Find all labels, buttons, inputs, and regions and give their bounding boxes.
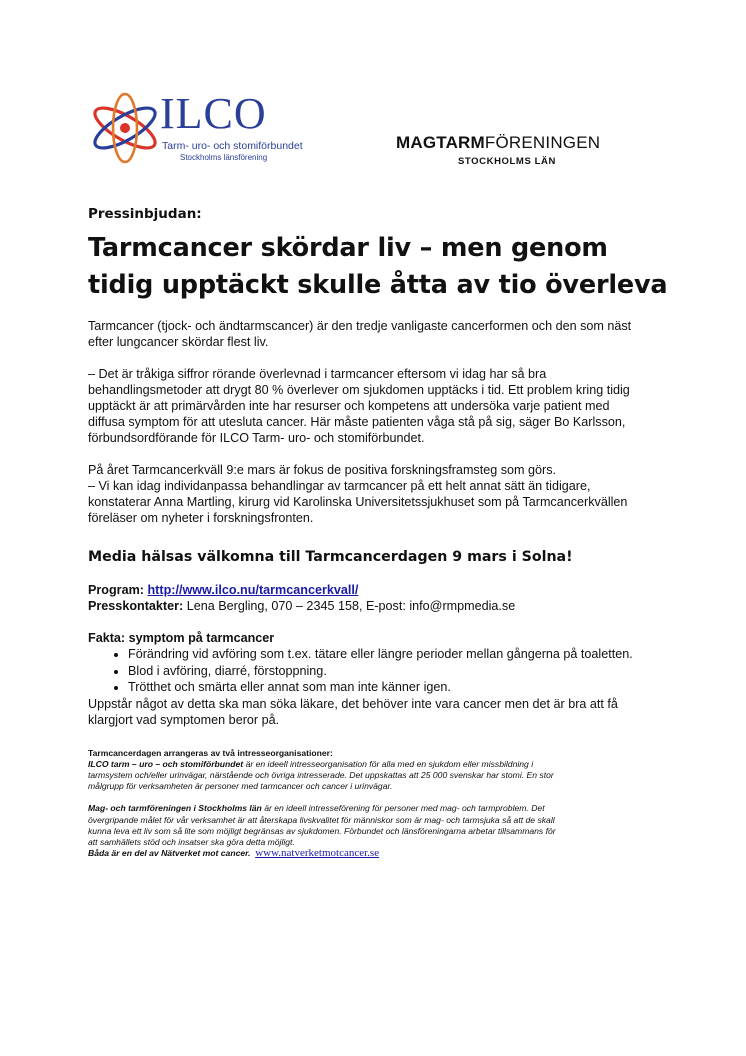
- quote-paragraph: – Det är tråkiga siffror rörande överlevnad i tarmcancer eftersom vi idag har så bra behandlingsmetoder att drygt 80 % överlever om sjukdomen upptäcks i tid. Ett problem kring tidig upptäckt är att primärvården inte har resurser och kompetens att undersöka varje patient med diffusa symptom för att utesluta cancer. Här måste patienten våga stå på sig, säger Bo Karlsson, förbundsordförande för ILCO Tarm- uro- och stomiförbundet.: [88, 367, 630, 445]
- symptom-list: [88, 646, 678, 696]
- research-paragraph: På året Tarmcancerkväll 9:e mars är fokus de positiva forskningsframsteg som görs. – Vi kan idag individanpassa behandlingar av tarmcancer på ett helt annat sätt än tidigare, konstaterar Anna Martling, kirurg vid Karolinska Universitetssjukhuset som på Tarmcancerkvällen föreläser om nyheter i forskningsfronten.: [88, 463, 628, 525]
- ilco-subtitle: Tarm- uro- och stomiförbundet: [162, 140, 303, 152]
- press-contact-line: Presskontakter: Lena Bergling, 070 – 2345 158, E-post: info@rmpmedia.se: [88, 599, 516, 613]
- kicker: Pressinbjudan:: [88, 206, 202, 222]
- magtarm-logo: [396, 134, 616, 170]
- magtarm-description: Mag- och tarmföreningen i Stockholms län är en ideell intresseförening för personer med mag- och tarmproblem. Det övergripande målet för vår verksamhet är att återskapa livskvalitet för människor som är mag- och tarmsjuka så att de skall kunna leva ett liv som så lite som möjligt begränsas av sjukdomen. Förbundet och länsföreningarna arbetar tillsammans för att samhällets stöd och insatser ska göra detta möjligt. Båda är en del av Nätverket mot cancer. www.natverketmotcancer.se: [88, 803, 556, 860]
- headline: Tarmcancer skördar liv – men genom tidig upptäckt skulle åtta av tio överleva: [88, 233, 668, 300]
- list-item: • Förändring vid avföring som t.ex. tätare eller längre perioder mellan gångerna på toaletten.: [128, 646, 678, 663]
- ilco-region: Stockholms länsförening: [180, 153, 268, 162]
- organizers-fineprint: [88, 748, 678, 860]
- magtarm-wordmark: MAGTARMFÖRENINGEN: [396, 133, 601, 152]
- document-body: [88, 206, 678, 859]
- list-item: • Blod i avföring, diarré, förstoppning.: [128, 663, 678, 680]
- organizers-title: Tarmcancerdagen arrangeras av två intresseorganisationer:: [88, 747, 333, 758]
- facts-title: Fakta: symptom på tarmcancer: [88, 631, 275, 645]
- media-invite-heading: Media hälsas välkomna till Tarmcancerdagen 9 mars i Solna!: [88, 549, 573, 565]
- list-item: • Trötthet och smärta eller annat som man inte känner igen.: [128, 679, 678, 696]
- ilco-description: ILCO tarm – uro – och stomiförbundet är en ideell intresseorganisation för alla med en sjukdom eller missbildning i tarmsystem och/eller urinvägar, närstående och övriga intresserade. Det uppskattas att 25 000 svenskar har stomi. En stor målgrupp för verksamheten är personer med tarmcancer och cancer i urinvägar.: [88, 758, 554, 792]
- intro-paragraph: Tarmcancer (tjock- och ändtarmscancer) är den tredje vanligaste cancerformen och den som näst efter lungcancer skördar flest liv.: [88, 319, 632, 349]
- contact-block: [88, 582, 678, 614]
- ilco-logo: [88, 88, 303, 168]
- facts-section: Fakta: symptom på tarmcancer • Förändring vid avföring som t.ex. tätare eller längre perioder mellan gångerna på toaletten. • Blod i avföring, diarré, förstoppning. • Trötthet och smärta eller annat som man inte känner igen. Uppstår något av detta ska man söka läkare, det behöver inte vara cancer men det är bra att få klargjort vad symptomen beror på.: [88, 630, 678, 728]
- program-link[interactable]: http://www.ilco.nu/tarmcancerkvall/: [147, 583, 359, 597]
- ilco-wordmark: ILCO: [160, 89, 267, 138]
- natverket-link[interactable]: www.natverketmotcancer.se: [255, 847, 380, 860]
- atom-icon: [88, 88, 166, 168]
- magtarm-region: STOCKHOLMS LÄN: [458, 156, 556, 167]
- program-line: Program: http://www.ilco.nu/tarmcancerkvall/: [88, 583, 359, 597]
